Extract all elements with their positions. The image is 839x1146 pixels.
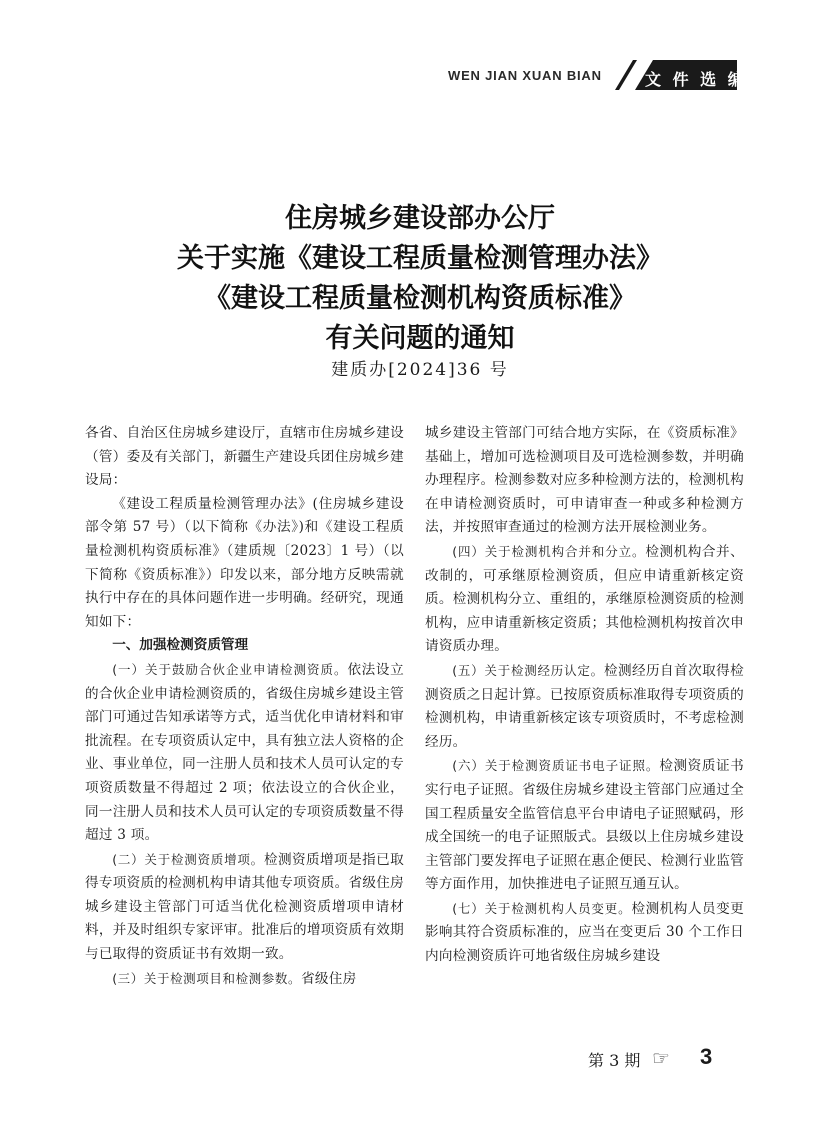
body-column-right — [425, 422, 744, 969]
item-paragraph — [85, 848, 404, 967]
issue-label: 第 3 期 — [588, 1051, 641, 1070]
item-lead: (三）关于检测项目和检测参数。 — [112, 970, 302, 986]
item-text: 检测机构合并、改制的，可承继原检测资质，但应申请重新核定资质。检测机构分立、重组的，承继原检测资质的检测机构，应申请重新核定资质；其他检测机构按首次申请资质办理。 — [425, 543, 744, 655]
item-lead: (四）关于检测机构合并和分立。 — [452, 543, 646, 559]
section-heading: 一、加强检测资质管理 — [112, 637, 249, 654]
pointing-hand-icon: ☞ — [652, 1046, 670, 1070]
item-paragraph — [425, 540, 744, 659]
item-lead: (二）关于检测资质增项。 — [112, 851, 264, 867]
item-lead: (七）关于检测机构人员变更。 — [452, 900, 632, 916]
item-lead: (六）关于检测资质证书电子证照。 — [452, 758, 660, 774]
salutation-paragraph: 各省、自治区住房城乡建设厅，直辖市住房城乡建设（管）委及有关部门，新疆生产建设兵团住房城乡建设局： — [85, 425, 404, 489]
item-text: 检测机构人员变更影响其符合资质标准的，应当在变更后 30 个工作日内向检测资质许可地省级住房城乡建设 — [425, 900, 745, 965]
item-text: 检测经历自首次取得检测资质之日起计算。已按原资质标准取得专项资质的检测机构，申请重新核定该专项资质时，不考虑检测经历。 — [425, 662, 745, 750]
title-line-1: 住房城乡建设部办公厅 — [285, 203, 555, 234]
item-text: 检测资质增项是指已取得专项资质的检测机构申请其他专项资质。省级住房城乡建设主管部门可适当优化检测资质增项申请材料，并及时组织专家评审。批准后的增项资质有效期与已取得的资质证书有效期一致。 — [85, 851, 405, 963]
item-paragraph — [425, 659, 744, 754]
item-paragraph — [425, 897, 744, 969]
page-number: 3 — [700, 1044, 713, 1069]
section-label-cn: 文 件 选 编 — [645, 70, 747, 89]
section-label-en: WEN JIAN XUAN BIAN — [448, 68, 602, 83]
item-paragraph — [85, 658, 404, 848]
title-line-4: 有关问题的通知 — [325, 323, 515, 354]
item-continuation: 城乡建设主管部门可结合地方实际，在《资质标准》基础上，增加可选检测项目及可选检测参数，并明确办理程序。检测参数对应多种检测方法的，检测机构在申请检测资质时，可申请审查一种或多种检测方法，并按照审查通过的检测方法开展检测业务。 — [425, 425, 744, 536]
item-lead: (五）关于检测经历认定。 — [452, 662, 604, 678]
item-text: 依法设立的合伙企业申请检测资质的，省级住房城乡建设主管部门可通过告知承诺等方式，适当优化申请材料和审批流程。在专项资质认定中，具有独立法人资格的企业、事业单位，同一注册人员和技术人员可认定的专项资质数量不得超过 2 项；依法设立的合伙企业，同一注册人员和技术人员可认定的专项资质数量不得超过 3 项。 — [85, 661, 404, 844]
body-column-left — [85, 422, 404, 991]
item-lead: (一）关于鼓励合伙企业申请检测资质。 — [112, 661, 348, 677]
item-paragraph — [85, 967, 404, 992]
title-line-3: 《建设工程质量检测机构资质标准》 — [204, 283, 636, 314]
intro-paragraph: 《建设工程质量检测管理办法》(住房城乡建设部令第 57 号）（以下简称《办法》)和《建设工程质量检测机构资质标准》（建质规〔2023〕1 号）（以下简称《资质标准》）印发以来，部分地方反映需就执行中存在的具体问题作进一步明确。经研究，现通知如下： — [85, 495, 404, 630]
item-paragraph — [425, 754, 744, 897]
item-text: 省级住房 — [301, 970, 357, 987]
document-number: 建质办[2024]36 号 — [331, 360, 509, 380]
title-line-2: 关于实施《建设工程质量检测管理办法》 — [177, 243, 663, 274]
item-text: 检测资质证书实行电子证照。省级住房城乡建设主管部门应通过全国工程质量安全监管信息平台申请电子证照赋码，形成全国统一的电子证照版式。县级以上住房城乡建设主管部门要发挥电子证照在惠企便民、检测行业监管等方面作用，加快推进电子证照互通互认。 — [425, 758, 745, 893]
